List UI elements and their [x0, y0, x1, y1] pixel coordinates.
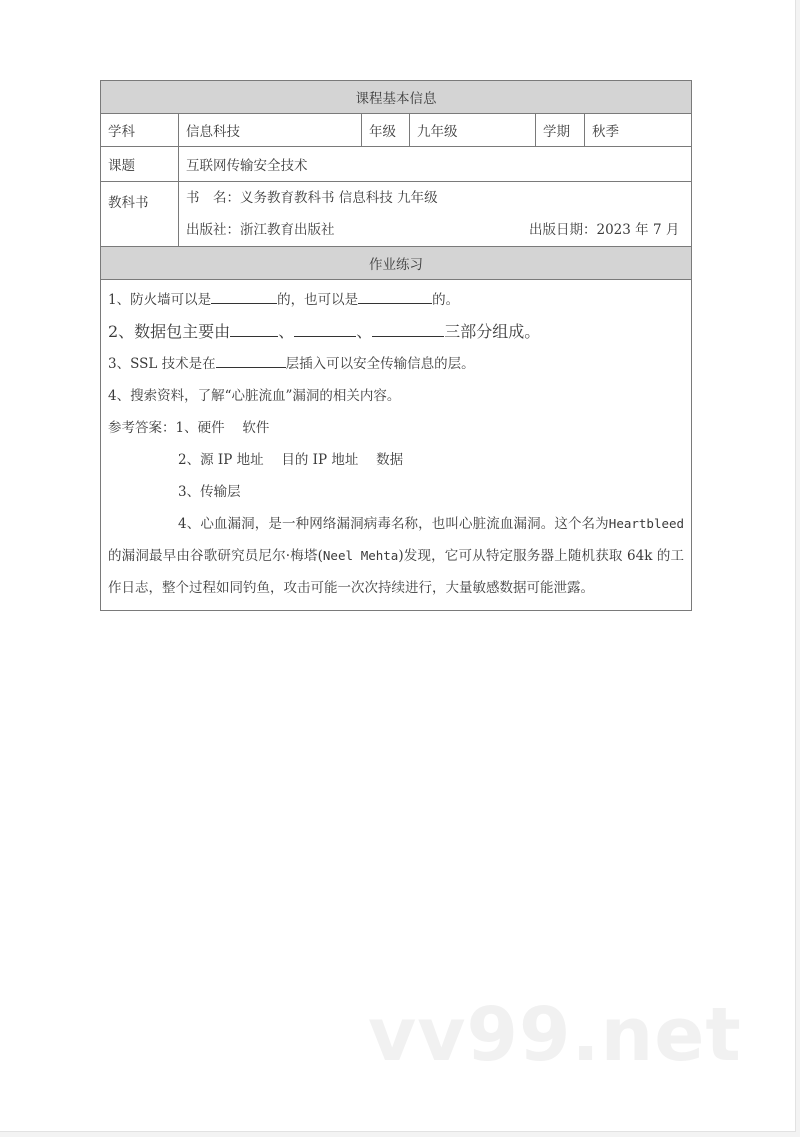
- answer-text: 4、心血漏洞，是一种网络漏洞病毒名称，也叫心脏流血漏洞。这个名为: [178, 516, 609, 532]
- textbook-label: 教科书: [101, 182, 179, 247]
- answer-3: 3、传输层: [178, 484, 241, 500]
- course-table: [100, 80, 692, 611]
- answer-text: Neel Mehta: [322, 548, 399, 563]
- topic-label: 课题: [101, 147, 179, 182]
- question-2: [108, 316, 684, 348]
- subject-label: 学科: [101, 114, 179, 147]
- book-name-value: 义务教育教科书 信息科技 九年级: [240, 190, 438, 206]
- publisher-line: [186, 214, 684, 246]
- answer-blank: [230, 322, 278, 337]
- answer-text: 的漏洞最早由谷歌研究员尼尔·梅塔(: [108, 548, 323, 564]
- publisher-label: 出版社：: [186, 222, 240, 238]
- book-name-line: [186, 182, 684, 214]
- answer-blank: [216, 353, 286, 368]
- term-label: 学期: [536, 114, 585, 147]
- watermark: vv99.net: [368, 992, 742, 1078]
- subject-value: 信息科技: [179, 114, 362, 147]
- answer-blank: [294, 322, 356, 337]
- answer-text: )发现，它可从特定服务器上随机获取 64k 的工作日志，整个过程如同钓鱼，攻击可能一次次持续进行，大量敏感数据可能泄露。: [108, 548, 685, 596]
- question-text: 、: [356, 322, 373, 341]
- term-value: 秋季: [585, 114, 692, 147]
- question-text: 1、防火墙可以是: [108, 292, 212, 308]
- answer-blank: [372, 322, 444, 337]
- course-info-header: 课程基本信息: [101, 81, 692, 114]
- question-text: 三部分组成。: [444, 322, 541, 341]
- question-1: [108, 284, 684, 316]
- answer-blank: [358, 289, 432, 304]
- question-text: 3、SSL 技术是在: [108, 356, 216, 372]
- question-4: 4、搜索资料，了解“心脏流血”漏洞的相关内容。: [108, 388, 401, 404]
- pub-date-label: 出版日期：: [529, 222, 597, 238]
- question-text: 的。: [432, 292, 460, 308]
- homework-content: [101, 280, 692, 611]
- answer-4: [108, 508, 684, 604]
- answer-1: [108, 412, 684, 444]
- grade-label: 年级: [362, 114, 410, 147]
- question-text: 的，也可以是: [277, 292, 359, 308]
- topic-value: 互联网传输安全技术: [179, 147, 692, 182]
- book-name-label: 书 名：: [186, 190, 240, 206]
- answer-blank: [211, 289, 277, 304]
- pub-date: [529, 214, 679, 246]
- textbook-info: [179, 182, 692, 247]
- answer-2: 2、源 IP 地址 目的 IP 地址 数据: [178, 452, 404, 468]
- publisher-value: 浙江教育出版社: [240, 222, 335, 238]
- answer-text: 1、硬件 软件: [175, 420, 270, 436]
- question-text: 、: [278, 322, 295, 341]
- answers-label: 参考答案：: [108, 420, 176, 436]
- question-3: [108, 348, 684, 380]
- pub-date-value: 2023 年 7 月: [596, 222, 680, 238]
- homework-header: 作业练习: [101, 247, 692, 280]
- question-text: 层插入可以安全传输信息的层。: [285, 356, 475, 372]
- question-text: 2、数据包主要由: [108, 322, 231, 341]
- grade-value: 九年级: [410, 114, 536, 147]
- answer-text: Heartbleed: [608, 516, 685, 531]
